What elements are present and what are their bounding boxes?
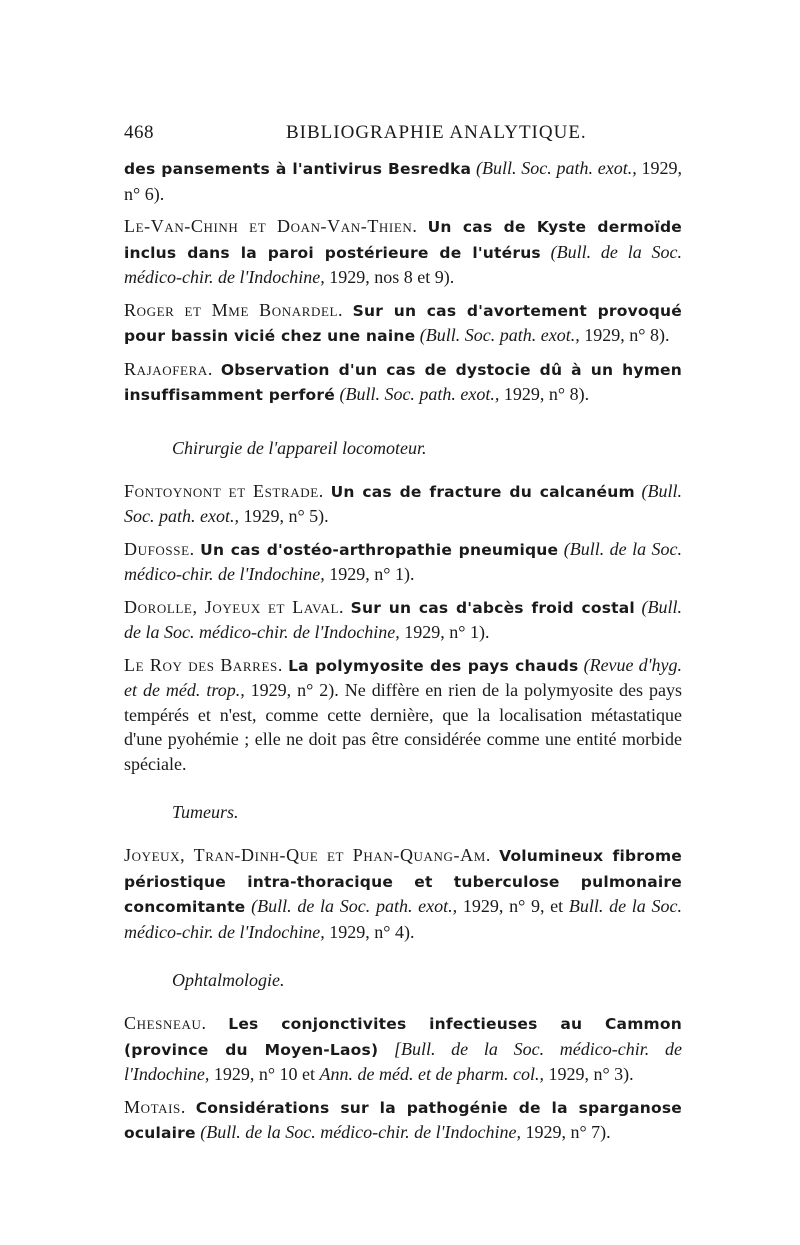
entry-title: Un cas de fracture du calcanéum — [330, 482, 635, 501]
entry-citation: 1929, n° 1). — [324, 564, 415, 584]
entry-authors: Fontoynont et Estrade. — [124, 480, 324, 501]
entry-source: (Bull. Soc. path. exot., — [124, 480, 683, 526]
bibliography-entry — [124, 1011, 682, 1087]
entry-authors: Roger et Mme Bonardel. — [124, 299, 344, 320]
entry-source: (Bull. Soc. path. exot., — [475, 158, 637, 178]
bibliography-entry — [124, 843, 682, 944]
entry-title: Sur un cas d'avortement provoqué pour bassin vicié chez une naine — [124, 301, 682, 345]
entry-citation: 1929, nos 8 et 9). — [324, 267, 455, 287]
bibliography-entry — [124, 595, 682, 645]
bibliography-entry — [124, 479, 682, 529]
bibliography-body — [124, 156, 682, 1154]
page-number: 468 — [124, 122, 154, 143]
entry-authors: Le-Van-Chinh et Doan-Van-Thien. — [124, 216, 418, 236]
entry-citation: 1929, n° 9, et — [457, 896, 569, 916]
entry-title: Volumineux fibrome périostique intra-thoracique et tuberculose pulmonaire concomitante — [124, 847, 683, 916]
section-heading: Tumeurs. — [172, 802, 239, 822]
entry-citation: 1929, n° 5). — [238, 506, 329, 526]
entry-authors: Chesneau. — [124, 1013, 207, 1033]
entry-citation: 1929, n° 6). — [124, 158, 683, 204]
entry-title: La polymyosite des pays chauds — [288, 656, 579, 675]
entry-citation-end: 1929, n° 3). — [543, 1064, 634, 1084]
entry-source: (Revue d'hyg. et de méd. trop., — [124, 654, 683, 700]
entry-citation: 1929, n° 8). — [499, 384, 590, 404]
entry-authors: Joyeux, Tran-Dinh-Que et Phan-Quang-Am. — [124, 845, 491, 865]
entry-source: (Bull. de la Soc. path. exot., — [251, 896, 458, 916]
page-header — [124, 122, 684, 152]
entry-citation: 1929, n° 1). — [399, 622, 490, 642]
bibliography-entry — [124, 653, 682, 777]
entry-title: Les conjonctivites infectieuses au Cammon (province du Moyen-Laos) — [124, 1015, 682, 1059]
entry-source-second: Ann. de méd. et de pharm. col., — [319, 1064, 544, 1084]
entry-authors: Dufosse. — [124, 538, 195, 559]
entry-authors: Motais. — [124, 1096, 186, 1117]
bibliography-entry — [124, 537, 682, 587]
entry-title: Un cas de Kyste dermoïde inclus dans la paroi postérieure de l'utérus — [124, 218, 683, 262]
entry-title: Considérations sur la pathogénie de la sparganose oculaire — [124, 1098, 682, 1142]
entry-source: (Bull. de la Soc. médico-chir. de l'Indochine, — [124, 596, 682, 642]
entry-citation: 1929, n° 8). — [579, 325, 670, 345]
entry-title: Sur un cas d'abcès froid costal — [350, 598, 635, 617]
section-heading: Ophtalmologie. — [172, 970, 285, 990]
entry-citation-end: 1929, n° 4). — [324, 921, 415, 942]
entry-source: (Bull. Soc. path. exot., — [339, 384, 500, 404]
entry-source: (Bull. de la Soc. médico-chir. de l'Indochine, — [124, 241, 682, 287]
running-title: BIBLIOGRAPHIE ANALYTIQUE. — [286, 122, 587, 143]
entry-source: (Bull. Soc. path. exot., — [419, 325, 580, 345]
entry-authors: Dorolle, Joyeux et Laval. — [124, 596, 345, 617]
bibliography-entry — [124, 1095, 682, 1146]
section-heading: Chirurgie de l'appareil locomoteur. — [172, 437, 427, 458]
entry-source-second: Bull. de la Soc. médico-chir. de l'Indochine, — [124, 896, 682, 942]
entry-source: (Bull. de la Soc. médico-chir. de l'Indochine, — [200, 1122, 521, 1142]
bibliography-entry — [124, 298, 682, 349]
entry-source: [Bull. de la Soc. médico-chir. de l'Indochine, — [124, 1038, 682, 1084]
entry-title: des pansements à l'antivirus Besredka — [124, 160, 472, 178]
entry-title: Un cas d'ostéo-arthropathie pneumique — [200, 540, 559, 559]
entry-citation: 1929, n° 2). Ne diffère en rien de la polymyosite des pays tempérés et n'est, comme cette dernière, que la localisation métastatique d'une pyohémie ; elle ne doit pas être considérée comme une entité morbide spéciale. — [124, 680, 682, 774]
bibliography-entry — [124, 156, 682, 206]
entry-citation: 1929, n° 7). — [520, 1122, 611, 1142]
entry-title: Observation d'un cas de dystocie dû à un hymen insuffisamment perforé — [124, 360, 682, 404]
entry-authors: Rajaofera. — [124, 358, 213, 379]
entry-source: (Bull. de la Soc. médico-chir. de l'Indochine, — [124, 538, 683, 584]
bibliography-entry — [124, 214, 682, 290]
entry-authors: Le Roy des Barres. — [124, 654, 283, 675]
bibliography-entry — [124, 357, 682, 408]
entry-citation: 1929, n° 10 et — [209, 1064, 320, 1084]
